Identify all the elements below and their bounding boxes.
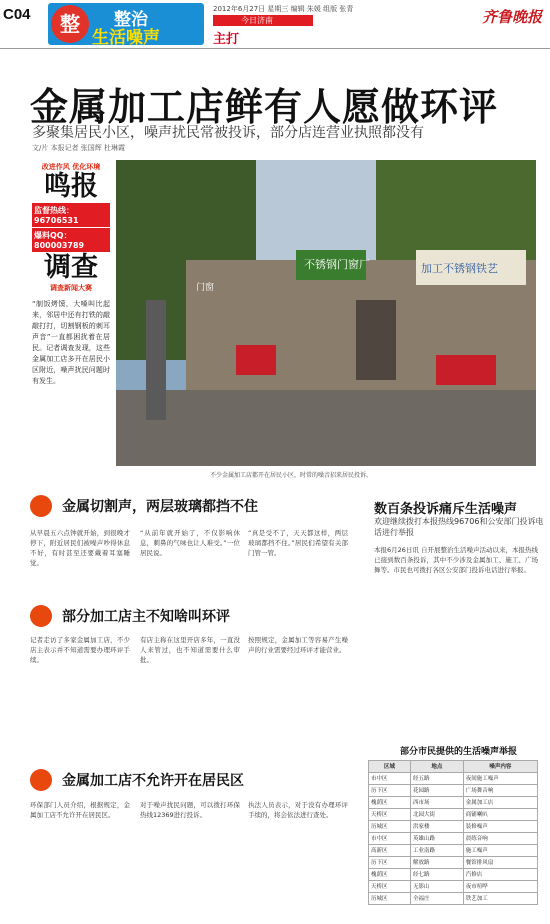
table-row [369,869,538,881]
table-cell: 历下区 [369,785,411,797]
subheadline: 多聚集居民小区，噪声扰民常被投诉，部分店连营业执照都没有 [32,125,424,141]
table-cell: 天桥区 [369,881,411,893]
section-1-title: 金属切割声，两层玻璃都挡不住 [62,499,258,515]
complaint-table [368,760,538,905]
table-cell: 金属加工店 [463,797,537,809]
sidebar-kicker: 改进作风 优化环境 [41,163,101,171]
section-3-col2: 对于噪声扰民问题，可以拨打环保热线12369进行投诉。 [140,801,240,819]
sign-middle: 不锈钢门窗厂 [304,258,370,271]
table-cell: 北园大街 [411,809,464,821]
table-row [369,821,538,833]
header-rule [0,48,550,49]
hotline-2: 爆料QQ：800003789 [32,228,110,252]
table-cell: 经五路 [411,773,464,785]
table-cell: 晨练音响 [463,833,537,845]
right-body: 本报6月26日讯 自开展整治生活噪声活动以来，本报热线已接到数百条投诉，其中不少涉及金属加工、施工、广场舞等。市民也可拨打各区公安部门投诉电话进行举报。 [374,546,538,574]
section-3-title: 金属加工店不允许开在居民区 [62,773,244,789]
section-2-col2: 有店主称在这里开店多年，一直没人来管过，也不知道需要什么审批。 [140,636,240,664]
table-row [369,785,538,797]
page-number: C04 [3,6,31,23]
table-cell: 工业南路 [411,845,464,857]
table-cell: 夜间施工噪声 [463,773,537,785]
table-cell: 花园路 [411,785,464,797]
table-cell: 市中区 [369,773,411,785]
table-row [369,845,538,857]
table-cell: 解放路 [411,857,464,869]
table-cell: 历下区 [369,857,411,869]
table-row [369,881,538,893]
table-cell: 餐馆排风扇 [463,857,537,869]
street-photo [116,160,536,466]
banner-title-2: 生活噪声 [92,28,160,48]
sidebar-title-2: 调查 [44,252,98,283]
table-cell: 汽修店 [463,869,537,881]
section-3-col3: 执法人员表示，对于没有办理环评手续的，将会依法进行查处。 [248,801,348,819]
table-cell: 全福庄 [411,893,464,905]
table-cell: 铁艺加工 [463,893,537,905]
sidebar-intro: “制饭烤馍，大嗓叫比起来，邻居中还有打铁的敲敲打打，切割钢板的刺耳声音”一直都困扰着在居民。记者调查发现，这些金属加工店多开在居民小区附近，噪声扰民问题时有发生。 [32,300,110,385]
table-cell: 装修噪声 [463,821,537,833]
table-cell: 西市场 [411,797,464,809]
table-cell: 高新区 [369,845,411,857]
section-2-heading [30,605,230,627]
table-cell: 广场舞音响 [463,785,537,797]
today-label: 今日济南 [213,15,313,26]
table-row [369,833,538,845]
table-cell: 无影山 [411,881,464,893]
section-2-col3: 按照规定，金属加工等容易产生噪声的行业需要经过环评才能营业。 [248,636,348,654]
table-cell: 历城区 [369,821,411,833]
hotline-1: 监督热线：96706531 [32,203,110,227]
table-cell: 商铺喇叭 [463,809,537,821]
sidebar-subtitle: 调查新闻大赛 [50,284,92,292]
table-cell: 洪家楼 [411,821,464,833]
section-icon [30,495,52,517]
section-3-col1: 环保部门人员介绍，根据规定，金属加工店不允许开在居民区。 [30,801,130,819]
section-icon [30,769,52,791]
right-subhead: 欢迎继续拨打本报热线96706和公安部门投诉电话进行举报 [374,517,544,537]
section-1-col1: 从早晨五六点钟就开始，到很晚才停下，附近居民们被噪声吵得休息不好，有时甚至还要戴着耳塞睡觉。 [30,529,130,567]
table-header: 噪声内容 [463,761,537,773]
table-header: 地点 [411,761,464,773]
section-1-col3: “真是受不了，天天都这样，两层玻璃都挡不住。”居民们希望有关部门管一管。 [248,529,348,557]
photo-illustration [116,160,536,466]
megaphone-icon: 整 [51,5,89,43]
photo-caption: 不少金属加工店都开在居民小区，时常的噪音招来居民投诉。 [210,472,373,479]
sign-left: 门窗 [196,283,215,293]
sign-right: 加工不锈钢铁艺 [421,262,498,275]
page-header [0,0,550,48]
table-title: 部分市民提供的生活噪声举报 [400,747,518,757]
table-row [369,809,538,821]
table-header: 区域 [369,761,411,773]
newspaper-logo: 齐鲁晚报 [481,8,542,26]
table-cell: 英雄山路 [411,833,464,845]
table-cell: 历城区 [369,893,411,905]
table-row [369,893,538,905]
table-cell: 天桥区 [369,809,411,821]
section-1-col2: “从前年就开始了，不仅影响休息，刺鼻的气味也让人难受。”一位居民说。 [140,529,240,557]
sidebar-title-1: 鸣报 [44,171,98,202]
table-cell: 市中区 [369,833,411,845]
table-cell: 槐荫区 [369,797,411,809]
sidebar-box [32,162,110,450]
table-body [369,773,538,905]
section-icon [30,605,52,627]
banner-title-1: 整治 [114,10,148,30]
table-cell: 施工噪声 [463,845,537,857]
section-1-heading [30,495,258,517]
section-2-col1: 记者走访了多家金属加工店，不少店主表示并不知道需要办理环评手续。 [30,636,130,664]
section-2-title: 部分加工店主不知啥叫环评 [62,609,230,625]
section-label: 主打 [213,32,240,47]
table-row [369,857,538,869]
table-cell: 槐荫区 [369,869,411,881]
date-line: 2012年6月27日 星期三 编辑 朱媛 组版 张青 [213,5,354,13]
table-row [369,797,538,809]
headline: 金属加工店鲜有人愿做环评 [30,85,499,129]
table-row [369,773,538,785]
byline: 文/片 本报记者 张国辉 杜琳霞 [32,144,126,152]
table-header-row [369,761,538,773]
table-cell: 经七路 [411,869,464,881]
section-3-heading [30,769,244,791]
right-headline: 数百条投诉痛斥生活噪声 [374,502,518,517]
section-banner [48,3,204,48]
table-cell: 夜市喧哗 [463,881,537,893]
